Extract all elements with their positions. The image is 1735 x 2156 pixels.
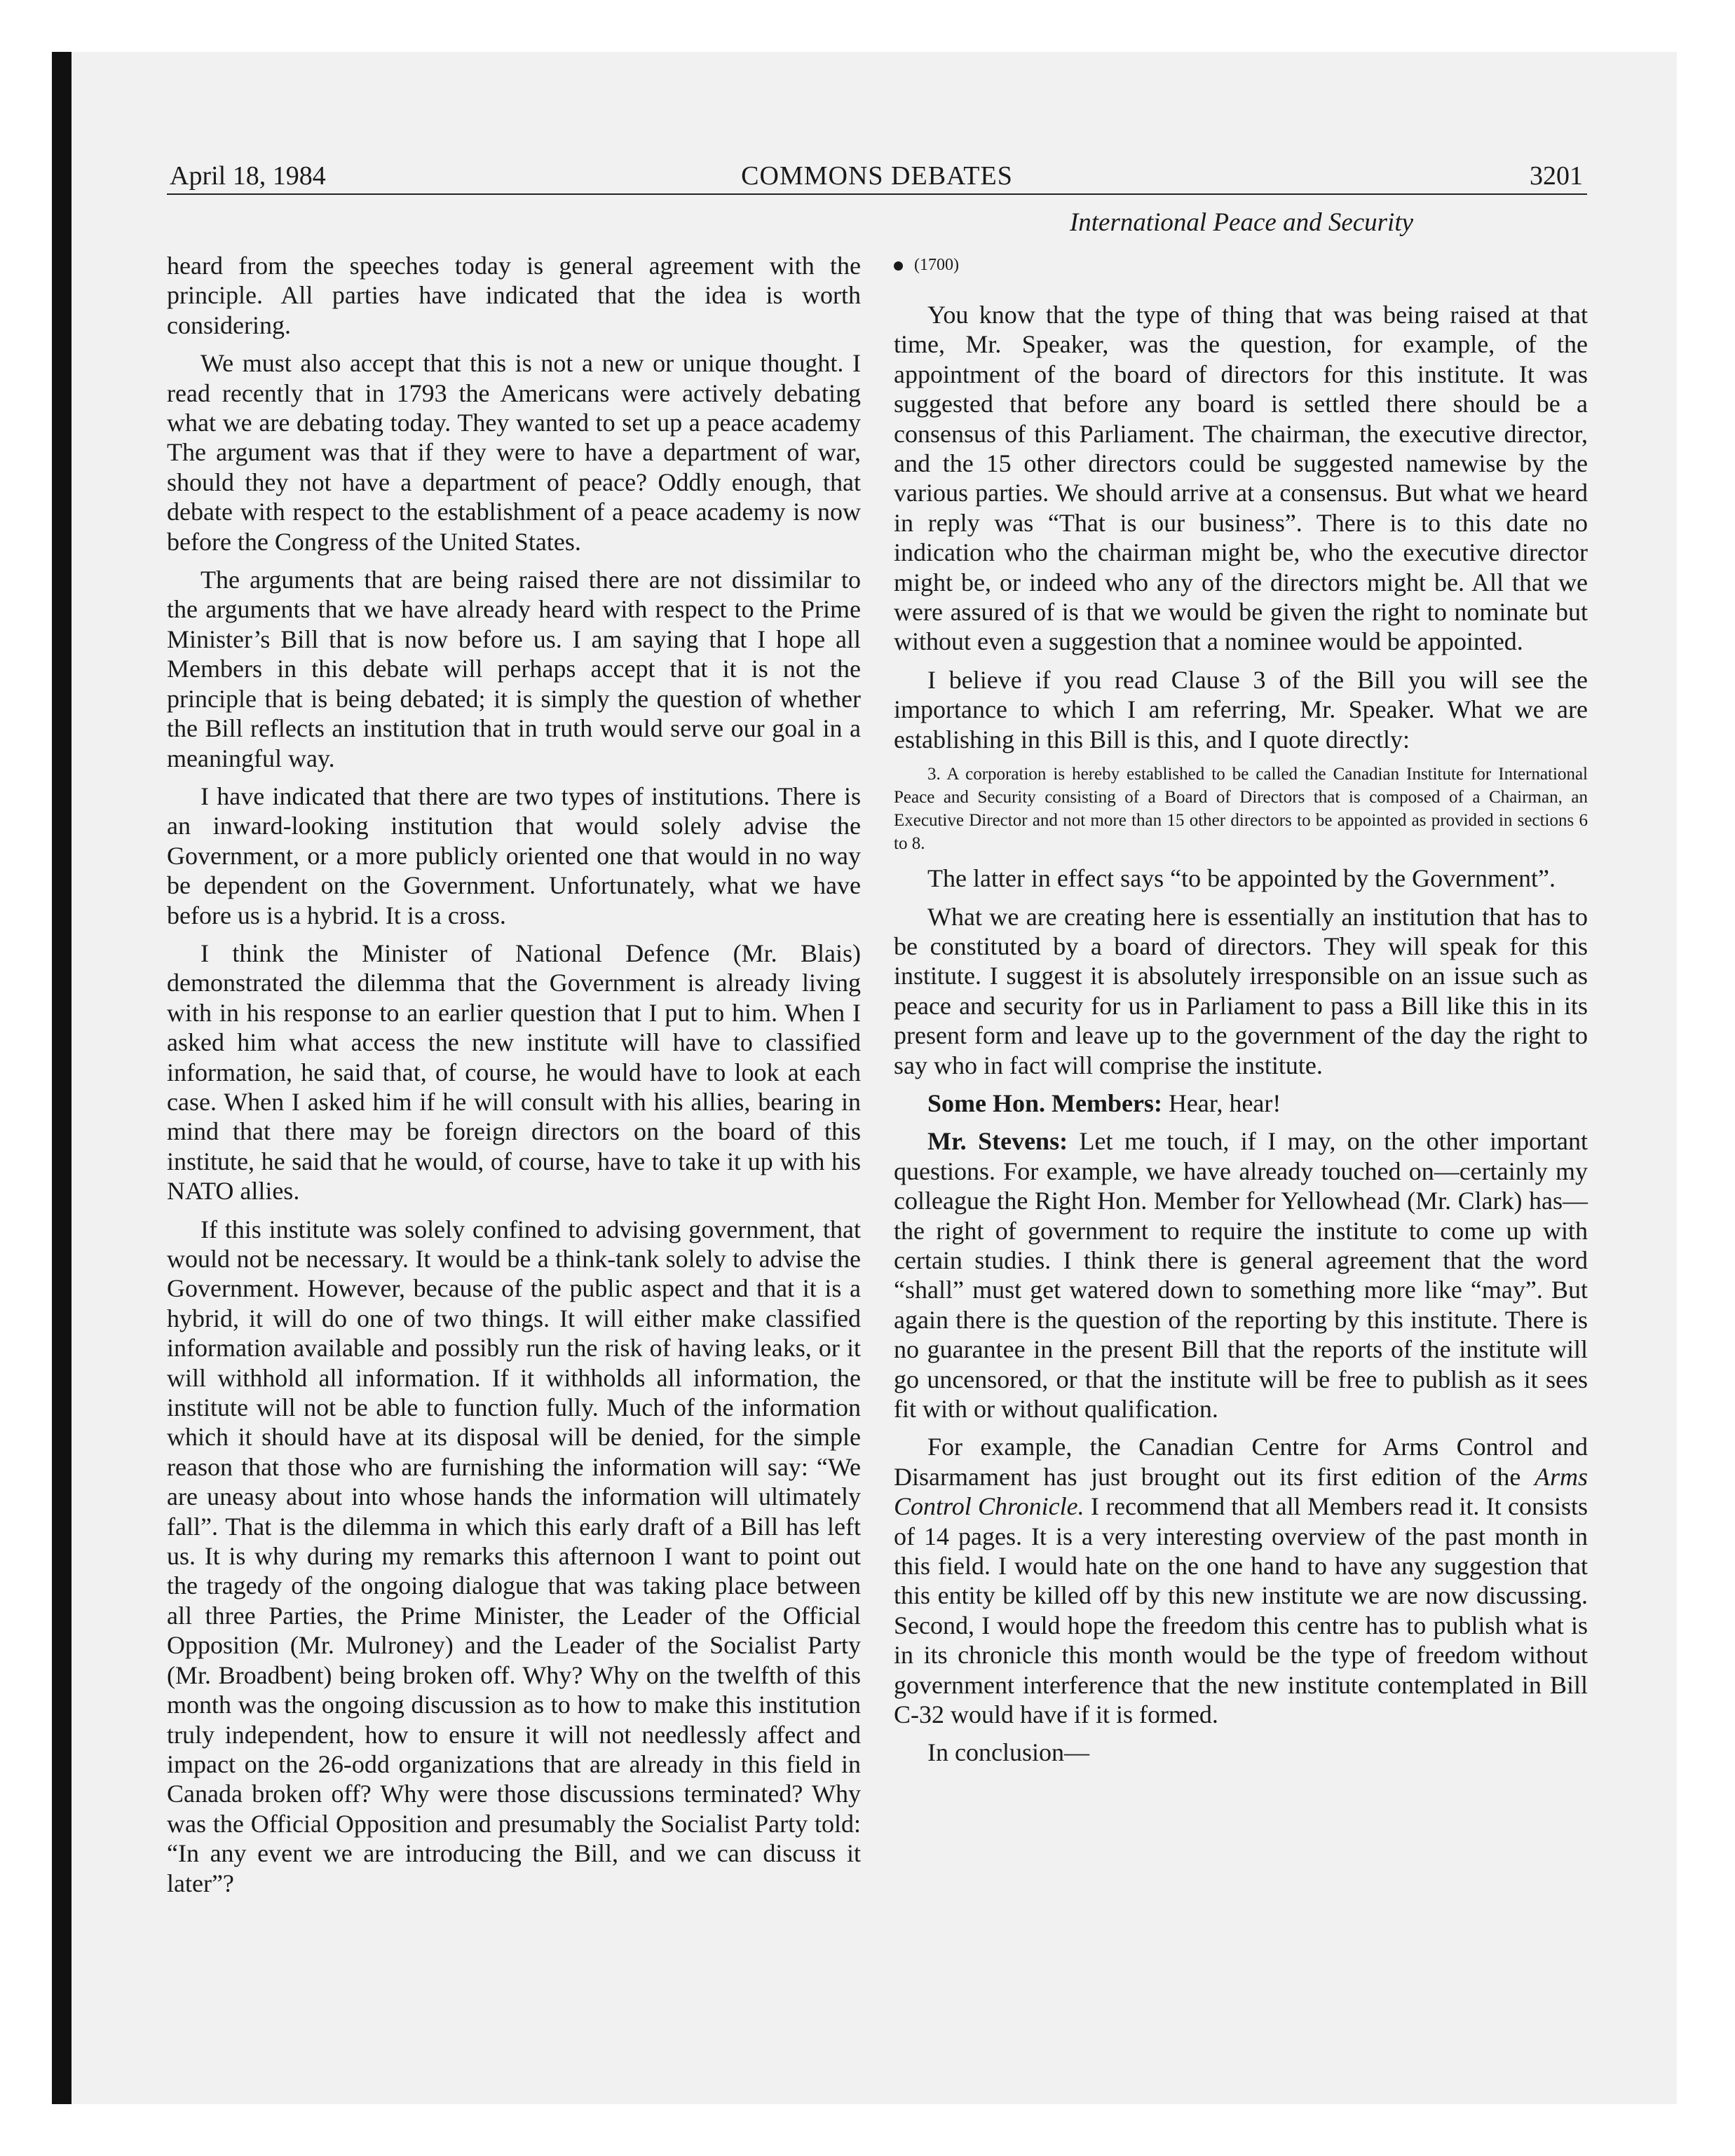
interjection-text: Hear, hear! <box>1168 1089 1281 1117</box>
header-rule <box>167 193 1587 195</box>
paragraph: We must also accept that this is not a new or unique thought. I read recently that in 1793 the Americans were actively debating what we are debating today. They wanted to set up a peace academy The argument was that if they were to have a department of war, should they not have a department of peace? Oddly enough, that debate with respect to the establishment of a peace academy is now before the Congress of the United States. <box>167 349 861 556</box>
speech-paragraph <box>894 1126 1588 1424</box>
speaker-name: Mr. Stevens: <box>927 1127 1068 1156</box>
header-page-number: 3201 <box>1530 161 1583 191</box>
bullet-icon <box>894 261 903 271</box>
paragraph: You know that the type of thing that was being raised at that time, Mr. Speaker, was the question, for example, of the appointment of the board of directors for this institute. It was suggested that before any board is settled there should be a consensus of this Parliament. The chairman, the executive director, and the 15 other directors could be suggested namewise by the various parties. We should arrive at a consensus. But what we heard in reply was “That is our business”. There is to this date no indication who the chairman might be, who the executive director might be, or indeed who any of the directors might be. All that we were assured of is that we would be given the right to nominate but without even a suggestion that a nominee would be appointed. <box>894 301 1588 656</box>
publication-title: Arms Control Chronicle. <box>894 1462 1588 1521</box>
speaker-name: Some Hon. Members: <box>927 1089 1162 1117</box>
paragraph: I have indicated that there are two types of institutions. There is an inward-looking institution that would solely advise the Government, or a more publicly oriented one that would in no way be dependent on the Government. Unfortunately, what we have before us is a hybrid. It is a cross. <box>167 782 861 929</box>
interjection <box>894 1089 1588 1118</box>
paragraph-text: For example, the Canadian Centre for Arms Control and Disarmament has just brought out its first edition of the <box>894 1433 1588 1491</box>
running-header <box>167 158 1587 193</box>
paragraph: The arguments that are being raised there are not dissimilar to the arguments that we have already heard with respect to the Prime Minister’s Bill that is now before us. I am saying that I hope all Members in this debate will perhaps accept that it is not the principle that is being debated; it is simply the question of whether the Bill reflects an institution that in truth would serve our goal in a meaningful way. <box>167 566 861 772</box>
time-marker <box>894 251 1588 279</box>
time-marker-label: (1700) <box>914 256 959 274</box>
speech-text: Let me touch, if I may, on the other important questions. For example, we have already touched on—certainly my colleague the Right Hon. Member for Yellowhead (Mr. Clark) has—the right of government to require the institute to come up with certain studies. I think there is general agreement that the word “shall” must get watered down to something more like “may”. But again there is the question of the reporting by this institute. There is no guarantee in the present Bill that the reports of the institute will go uncensored, or that the institute will be free to publish as it sees fit with or without qualification. <box>894 1127 1588 1423</box>
paragraph: heard from the speeches today is general agreement with the principle. All parties have indicated that the idea is worth considering. <box>167 252 861 339</box>
paragraph: In conclusion— <box>927 1738 1089 1767</box>
paragraph <box>894 1432 1588 1729</box>
paragraph: What we are creating here is essentially an institution that has to be constituted by a board of directors. They will speak for this institute. I suggest it is absolutely irresponsible on an issue such as peace and security for us in Parliament to pass a Bill like this in its present form and leave up to the government of the day the right to say who in fact will comprise the institute. <box>894 902 1588 1079</box>
paragraph-text: I recommend that all Members read it. It consists of 14 pages. It is a very interesting overview of the past month in this field. I would hate on the one hand to have any suggestion that this entity be killed off by this new institute we are now discussing. Second, I would hope the freedom this centre has to publish what is in its chronicle this month would be the type of freedom without government interference that the new institute contemplated in Bill C-32 would have if it is formed. <box>894 1492 1588 1729</box>
section-title: International Peace and Security <box>1069 208 1414 237</box>
scan-binding-edge <box>52 52 72 2104</box>
left-column <box>167 251 861 1906</box>
paragraph: I believe if you read Clause 3 of the Bill you will see the importance to which I am referring, Mr. Speaker. What we are establishing in this Bill is this, and I quote directly: <box>894 665 1588 753</box>
paragraph: If this institute was solely confined to advising government, that would not be necessary. It would be a think-tank solely to advise the Government. However, because of the public aspect and that it is a hybrid, it will do one of two things. It will either make classified information available and possibly run the risk of having leaks, or it will withhold all information. If it withholds all information, the institute will not be able to function fully. Much of the information which it should have at its disposal will be denied, for the simple reason that those who are furnishing the information will say: “We are uneasy about into whose hands the information will ultimately fall”. That is the dilemma in which this early draft of a Bill has left us. It is why during my remarks this afternoon I want to point out the tragedy of the ongoing dialogue that was taking place between all three Parties, the Prime Minister, the Leader of the Official Opposition (Mr. Mulroney) and the Leader of the Socialist Party (Mr. Broadbent) being broken off. Why? Why on the twelfth of this month was the ongoing discussion as to how to make this institution truly independent, how to ensure it will not needlessly affect and impact on the 26-odd organizations that are already in this field in Canada broken off? Why were those discussions terminated? Why was the Official Opposition and presumably the Socialist Party told: “In any event we are introducing the Bill, and we can discuss it later”? <box>167 1215 861 1897</box>
paragraph: The latter in effect says “to be appointed by the Government”. <box>927 864 1556 893</box>
header-journal-title: COMMONS DEBATES <box>741 161 1013 191</box>
document-page <box>167 158 1587 1953</box>
right-column <box>894 251 1588 1776</box>
paragraph: I think the Minister of National Defence (Mr. Blais) demonstrated the dilemma that the Government is already living with in his response to an earlier question that I put to him. When I asked him what access the new institute will have to classified information, he said that, of course, he would have to look at each case. When I asked him if he will consult with his allies, bearing in mind that there may be foreign directors on the board of this institute, he said that he would, of course, have to take it up with his NATO allies. <box>167 939 861 1206</box>
bill-clause-quote: 3. A corporation is hereby established to be called the Canadian Institute for International Peace and Security consisting of a Board of Directors that is composed of a Chairman, an Executive Director and not more than 15 other directors to be appointed as provided in sections 6 to 8. <box>894 765 1588 854</box>
header-date: April 18, 1984 <box>170 161 326 191</box>
